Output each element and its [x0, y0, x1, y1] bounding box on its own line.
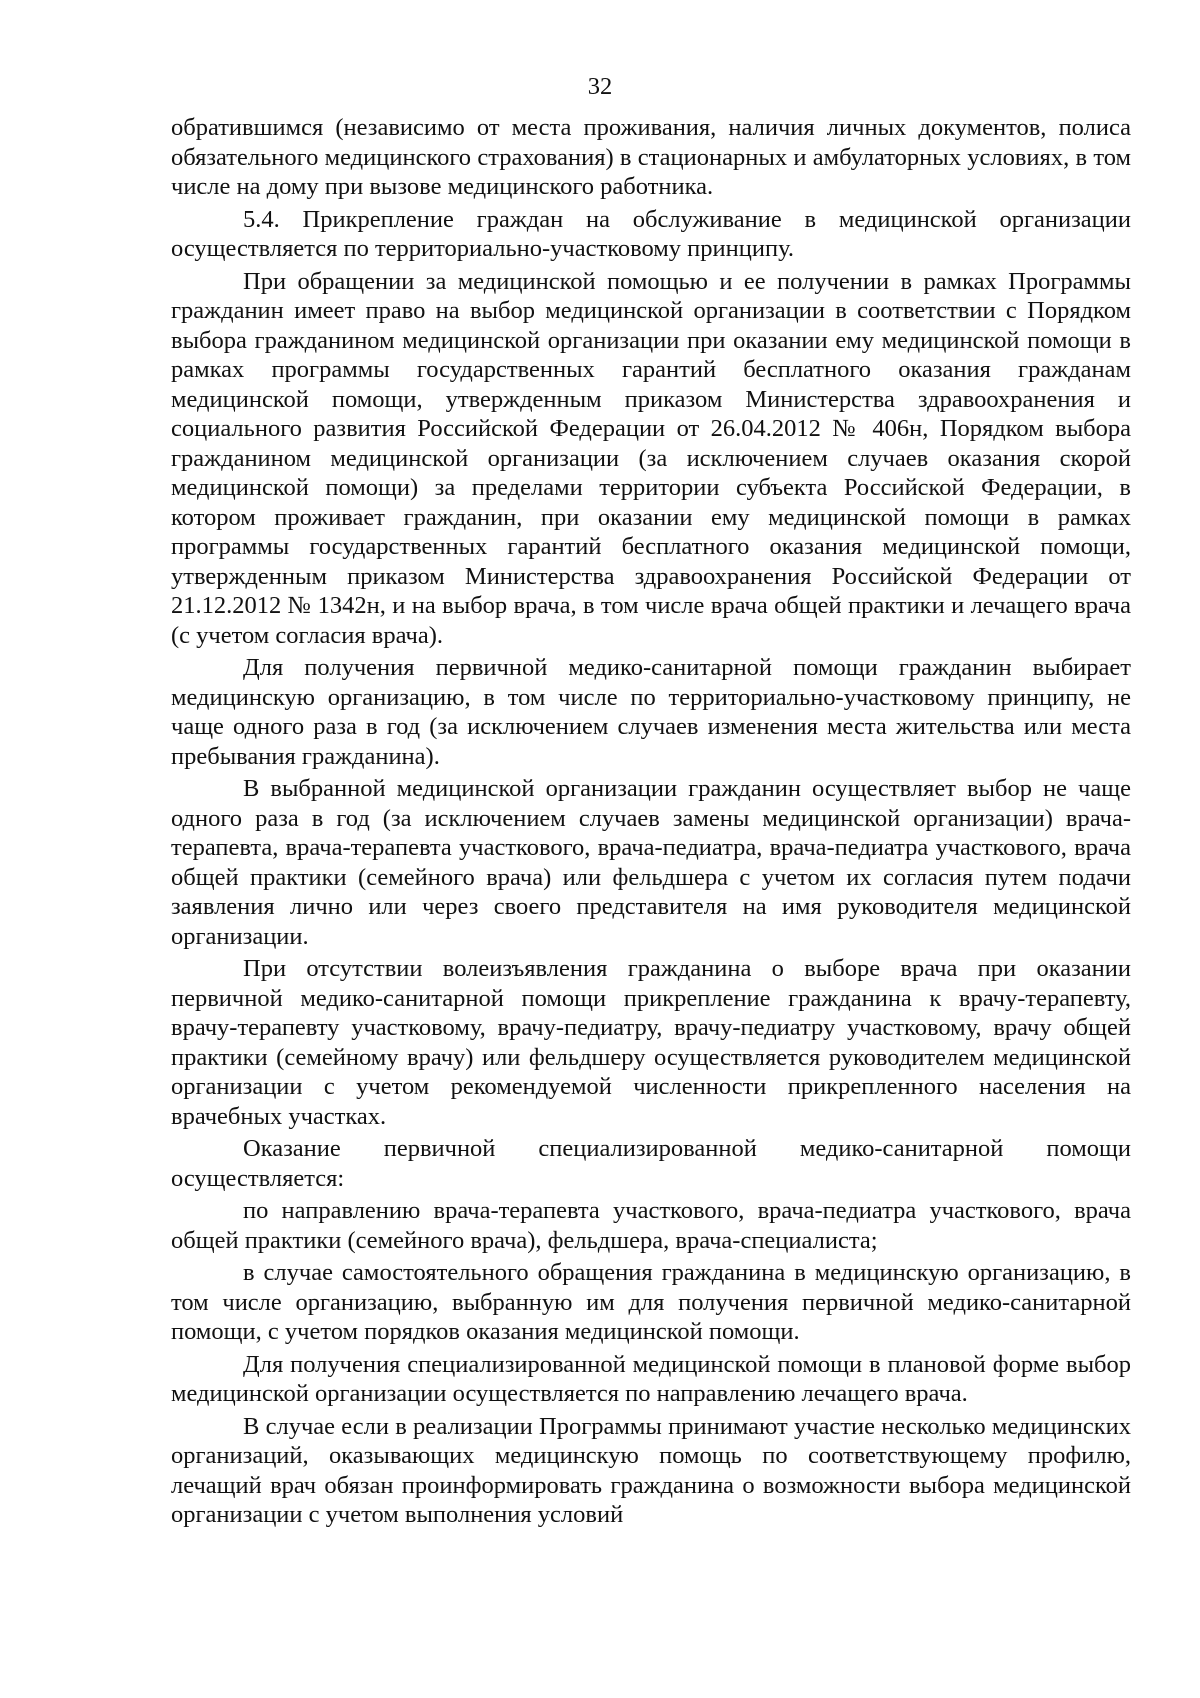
paragraph-planned-specialized-care: Для получения специализированной медицинской помощи в плановой форме выбор медицинской организации осуществляется по направлению лечащего врача. — [171, 1350, 1131, 1407]
paragraph-by-referral: по направлению врача-терапевта участкового, врача-педиатра участкового, врача общей практики (семейного врача), фельдшера, врача-специалиста; — [171, 1197, 1131, 1254]
paragraph-doctor-choice: В выбранной медицинской организации гражданин осуществляет выбор не чаще одного раза в год (за исключением случаев замены медицинской организации) врача-терапевта, врача-терапевта участкового, врача-педиатра, врача-педиатра участкового, врача общей практики (семейного врача) или фельдшера с учетом их согласия путем подачи заявления лично или через своего представителя на имя руководителя медицинской организации. — [171, 775, 1131, 950]
paragraph-right-to-choose: При обращении за медицинской помощью и ее получении в рамках Программы гражданин имеет право на выбор медицинской организации в соответствии с Порядком выбора гражданином медицинской организации при оказании ему медицинской помощи в рамках программы государственных гарантий бесплатного оказания гражданам медицинской помощи, утвержденным приказом Министерства здравоохранения и социального развития Российской Федерации от 26.04.2012 № 406н, Порядком выбора гражданином медицинской организации (за исключением случаев оказания скорой медицинской помощи) за пределами территории субъекта Российской Федерации, в котором проживает гражданин, при оказании ему медицинской помощи в рамках программы государственных гарантий бесплатного оказания медицинской помощи, утвержденным приказом Министерства здравоохранения Российской Федерации от 21.12.2012 № 1342н, и на выбор врача, в том числе врача общей практики и лечащего врача (с учетом согласия врача). — [171, 267, 1131, 649]
paragraph-multiple-organizations: В случае если в реализации Программы принимают участие несколько медицинских организаций, оказывающих медицинскую помощь по соответствующему профилю, лечащий врач обязан проинформировать гражданина о возможности выбора медицинской организации с учетом выполнения условий — [171, 1412, 1131, 1528]
paragraph-self-referral: в случае самостоятельного обращения гражданина в медицинскую организацию, в том числе организацию, выбранную им для получения первичной медико-санитарной помощи, с учетом порядков оказания медицинской помощи. — [171, 1259, 1131, 1345]
page-number: 32 — [587, 73, 613, 100]
body-text — [171, 113, 1131, 1533]
paragraph-primary-care-choice: Для получения первичной медико-санитарной помощи гражданин выбирает медицинскую организацию, в том числе по территориально-участковому принципу, не чаще одного раза в год (за исключением случаев изменения места жительства или места пребывания гражданина). — [171, 654, 1131, 770]
paragraph-default-assignment: При отсутствии волеизъявления гражданина о выборе врача при оказании первичной медико-санитарной помощи прикрепление гражданина к врачу-терапевту, врачу-терапевту участковому, врачу-педиатру, врачу-педиатру участковому, врачу общей практики (семейному врачу) или фельдшеру осуществляется руководителем медицинской организации с учетом рекомендуемой численности прикрепленного населения на врачебных участках. — [171, 955, 1131, 1130]
paragraph-specialized-care-intro: Оказание первичной специализированной медико-санитарной помощи осуществляется: — [171, 1135, 1131, 1192]
paragraph-section-5-4: 5.4. Прикрепление граждан на обслуживание в медицинской организации осуществляется по территориально-участковому принципу. — [171, 205, 1131, 262]
paragraph-continuation: обратившимся (независимо от места проживания, наличия личных документов, полиса обязательного медицинского страхования) в стационарных и амбулаторных условиях, в том числе на дому при вызове медицинского работника. — [171, 114, 1131, 200]
